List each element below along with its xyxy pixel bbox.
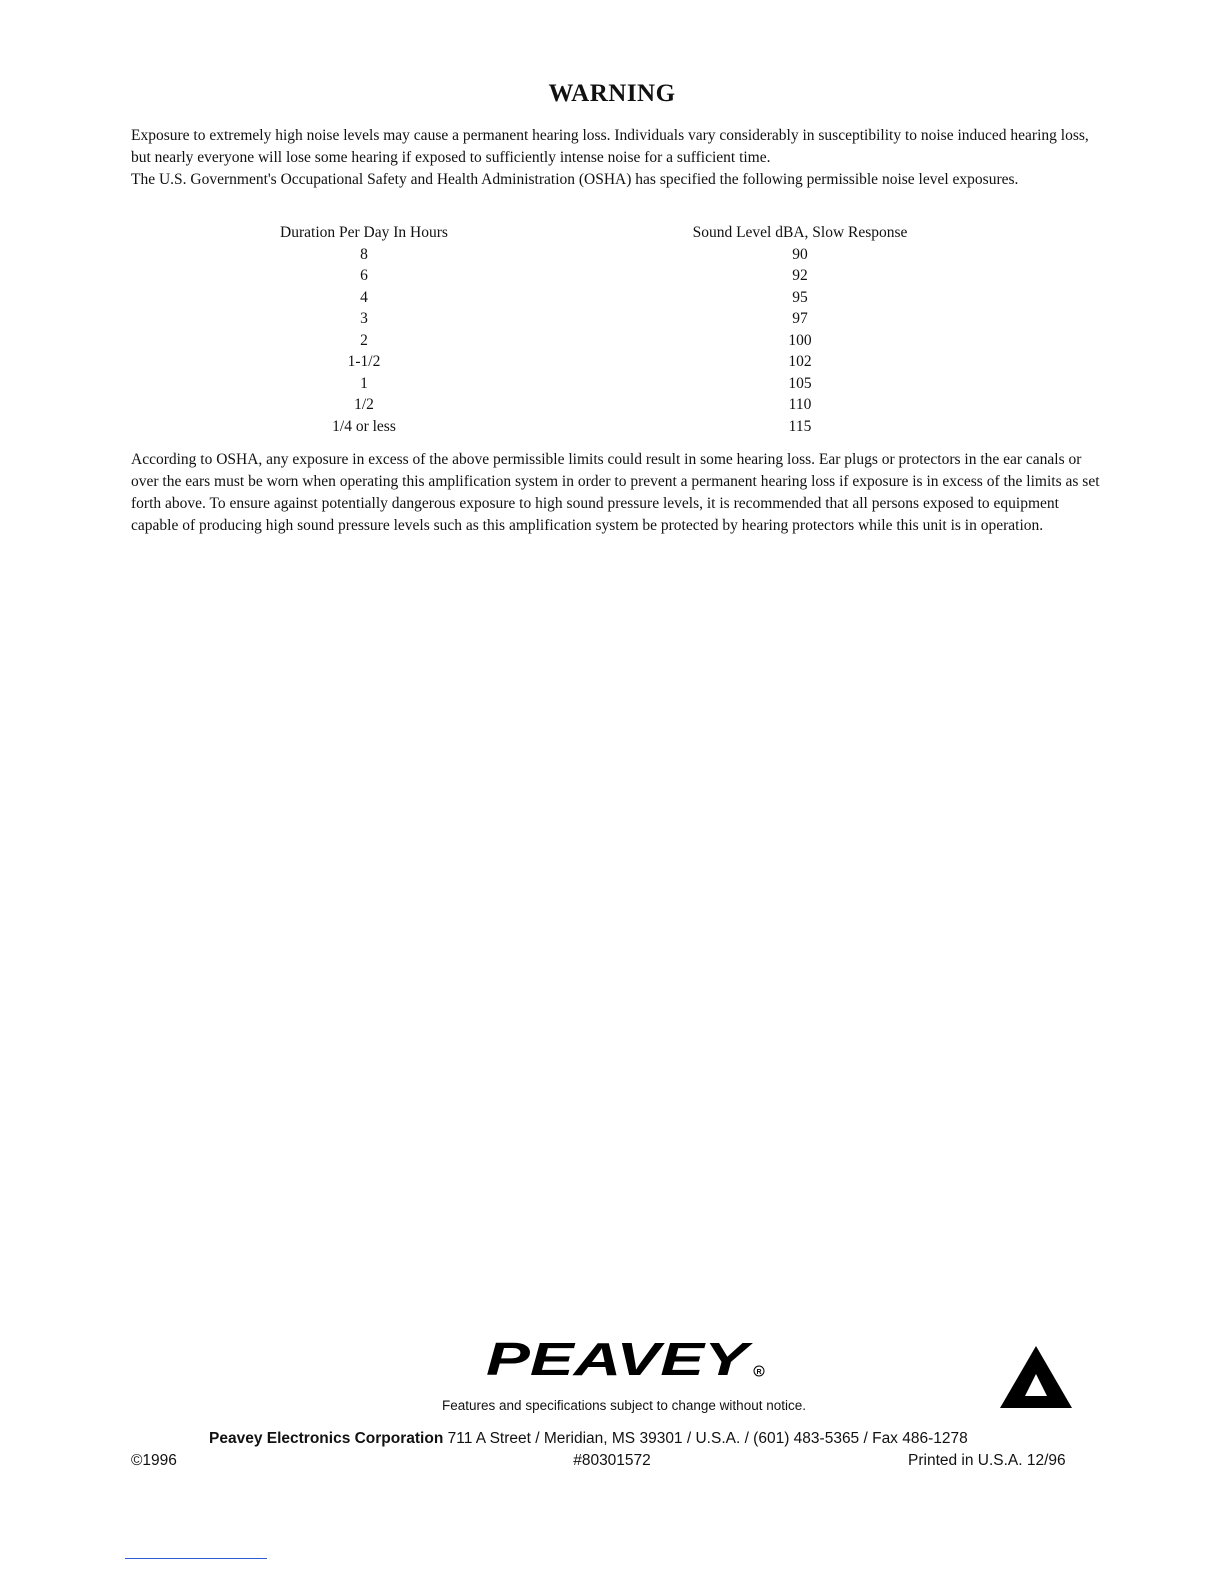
sound-level-cell: 92 [792,267,808,284]
part-number: #80301572 [573,1452,651,1469]
sound-level-cell: 115 [788,417,812,435]
duration-cell: 4 [360,288,368,306]
duration-cell: 1/2 [354,396,374,413]
company-address: 711 A Street / Meridian, MS 39301 / U.S.A. / (601) 483-5365 / Fax 486-1278 [443,1430,968,1447]
sound-level-cell: 95 [792,288,808,306]
copyright: ©1996 [131,1452,177,1469]
sound-level-cell: 105 [788,374,812,392]
table-row [0,289,1224,311]
table-row [0,353,1224,375]
duration-cell: 1 [360,374,368,392]
duration-cell: 8 [360,245,368,263]
duration-header: Duration Per Day In Hours [280,224,448,241]
table-row [0,332,1224,354]
duration-cell: 3 [360,310,368,327]
warning-triangle-icon [998,1344,1074,1410]
table-row [0,310,1224,332]
duration-cell: 1-1/2 [347,353,381,370]
table-row [0,418,1224,440]
noise-exposure-table [0,224,1224,439]
company-name: Peavey Electronics Corporation [209,1430,444,1447]
page-title: WARNING [548,80,676,107]
sound-level-cell: 90 [792,245,808,263]
peavey-logo [482,1334,767,1380]
logo-wordmark: PEAVEY [486,1334,755,1380]
sound-level-cell: 110 [788,396,812,413]
table-header-row [0,224,1224,246]
osha-limits-paragraph: According to OSHA, any exposure in excess of the above permissible limits could result in some hearing loss. Ear plugs or protectors in the ear canals or over the ears must be worn when operating this amplification system in order to prevent a permanent hearing loss if exposure is in excess of the limits as set forth above. To ensure against potentially dangerous exposure to high sound pressure levels, it is recommended that all persons exposed to equipment capable of producing high sound pressure levels such as this amplification system be protected by hearing protectors while this unit is in operation. [131,451,1100,534]
bottom-rule [125,1558,267,1559]
svg-text:R: R [756,1369,762,1376]
notice-text: Features and specifications subject to change without notice. [442,1398,806,1413]
sound-level-cell: 97 [792,310,808,327]
intro-paragraph: Exposure to extremely high noise levels may cause a permanent hearing loss. Individuals vary considerably in susceptibility to noise induced hearing loss, but nearly everyone will lose some hearing if exposed to sufficiently intense noise for a sufficient time. [131,127,1089,166]
table-row [0,267,1224,289]
sound-level-cell: 100 [788,331,812,349]
company-line [209,1430,968,1448]
duration-cell: 2 [360,331,368,349]
table-row [0,396,1224,418]
osha-paragraph: The U.S. Government's Occupational Safety and Health Administration (OSHA) has specified the following permissible noise level exposures. [131,171,1019,188]
printed-info: Printed in U.S.A. 12/96 [908,1452,1066,1469]
table-row [0,375,1224,397]
sound-level-cell: 102 [788,353,812,370]
table-row [0,246,1224,268]
duration-cell: 1/4 or less [332,417,396,435]
duration-cell: 6 [360,267,368,284]
sound-level-header: Sound Level dBA, Slow Response [692,224,908,241]
